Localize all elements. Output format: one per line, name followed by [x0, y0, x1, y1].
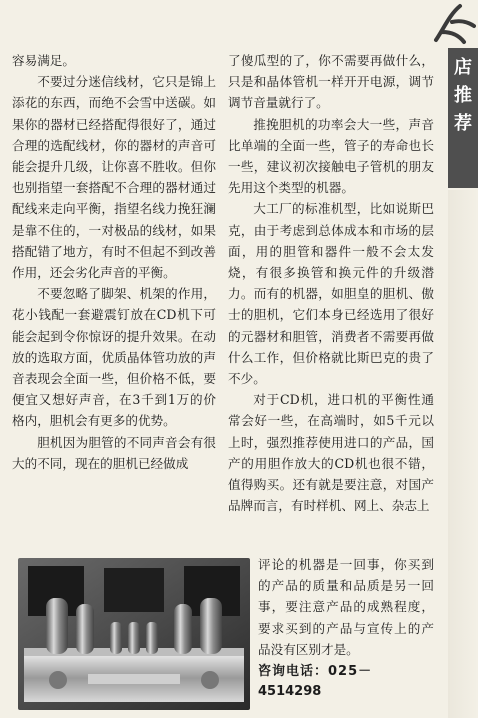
paragraph: 大工厂的标准机型，比如说斯巴克，由于考虑到总体成本和市场的层面，用的胆管和器件一般不会太发烧，有很多换管和换元件的升级潜力。而有的机器，如胆皇的胆机、傲士的胆机，它们本身已经选用了很好的元器材和胆管，消费者不需要再做什么工作，但价格就比斯巴克的贵了不少。: [228, 201, 434, 387]
paragraph: 容易满足。: [12, 53, 75, 68]
paragraph: 对于CD机，进口机的平衡性通常会好一些，在高端时，如5千元以上时，强烈推荐使用进口的产品，国产的用胆作放大的CD机也很不错，值得购买。还有就是要注意，对国产品牌而言，有时样机、网上、杂志上: [228, 392, 434, 514]
section-tab-char-3: 荐: [454, 113, 472, 134]
contact-label: 咨询电话：025－: [258, 664, 373, 679]
paragraph: 了傻瓜型的了，你不需要再做什么，只是和晶体管机一样开开电源，调节调节音量就行了。: [228, 53, 434, 111]
paragraph: 胆机因为胆管的不同声音会有很大的不同，现在的胆机已经做成: [12, 434, 216, 471]
paragraph-wrap: 评论的机器是一回事，你买到的产品的质量和品质是另一回事，要注意产品的成熟程度，要求买到的产品与宣传上的产品没有区别才是。: [258, 557, 434, 657]
left-column: [12, 50, 216, 474]
paragraph: 不要过分迷信线材，它只是锦上添花的东西，而绝不会雪中送碳。如果你的器材已经搭配得很好了，通过合理的选配线材，你的器材的声音可能会提升几级，让你喜不胜收。但你也别指望一套搭配不合理的器材通过配线来走向平衡，指望名线力挽狂澜是靠不住的，一对极品的线材，如果搭配错了地方，有时不但起不到改善作用，还会劣化声音的平衡。: [12, 74, 216, 281]
section-tab-char-1: 店: [454, 57, 472, 78]
brush-stroke-decoration: [430, 2, 476, 46]
page-edge: [448, 190, 478, 718]
section-tab: [448, 48, 478, 188]
paragraph: 不要忽略了脚架、机架的作用，花小钱配一套避震钉放在CD机下可能会起到令你惊讶的提升效果。在动放的选取方面，优质晶体管功放的声音表现会全面一些，但价格不低，要便宜又想好声音，在3千到1万的价格内，胆机会有更多的优势。: [12, 286, 216, 429]
tube-amplifier-photo: [18, 558, 250, 710]
contact-number: 4514298: [258, 684, 322, 699]
right-column: [228, 50, 434, 516]
section-tab-char-2: 推: [454, 85, 472, 106]
wrap-column: [258, 554, 434, 660]
paragraph: 推挽胆机的功率会大一些，声音比单端的全面一些，管子的寿命也长一些，建议初次接触电子管机的朋友先用这个类型的机器。: [228, 116, 434, 196]
